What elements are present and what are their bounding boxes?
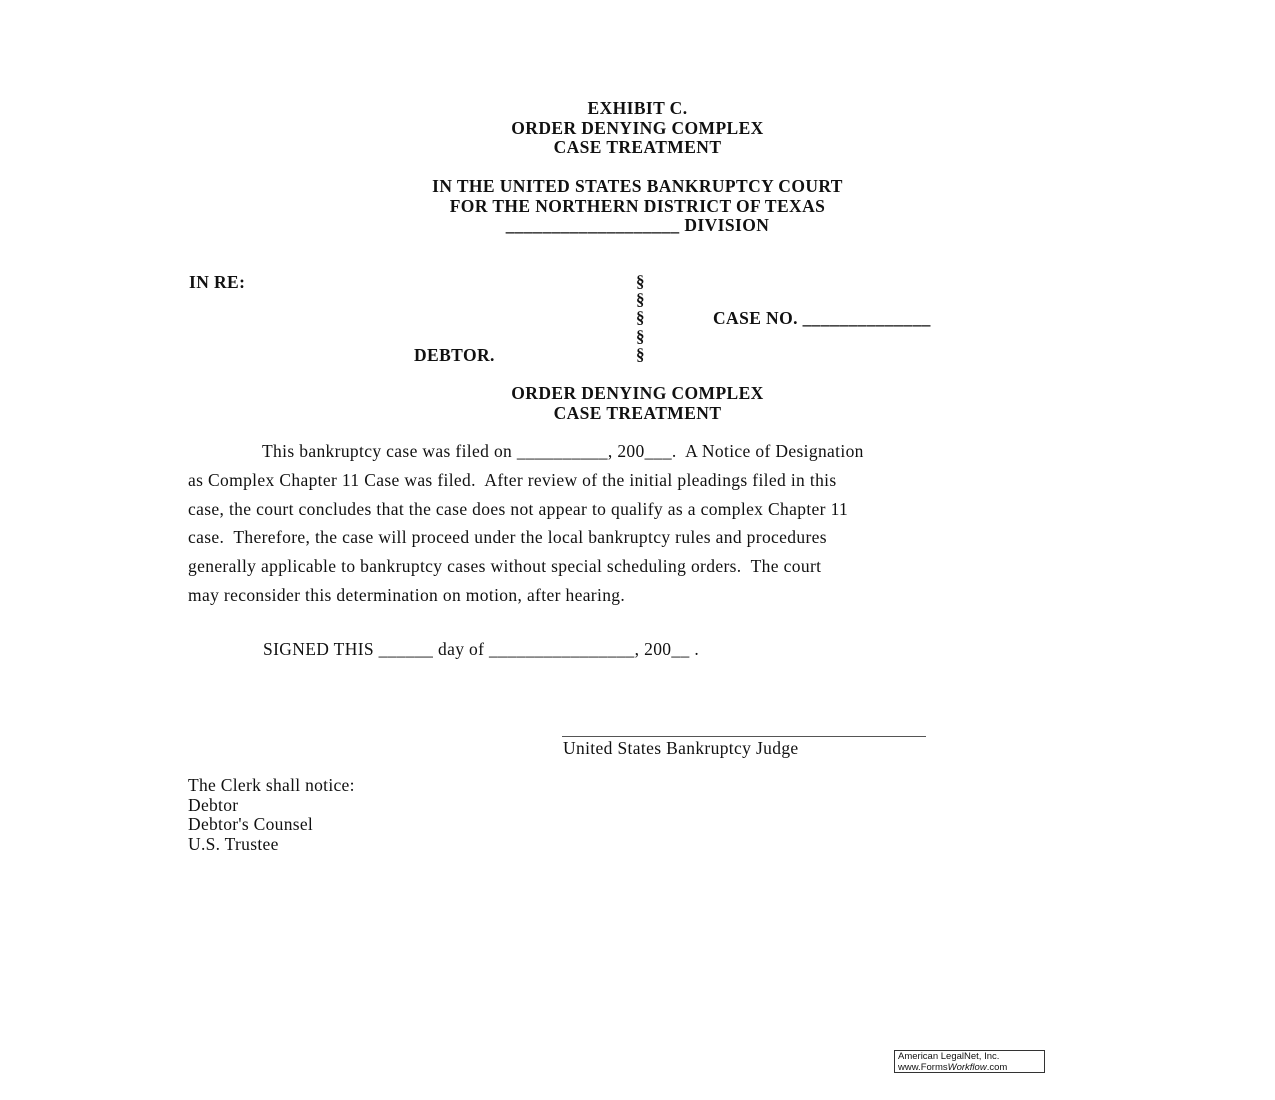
section-mark: § [636,326,645,346]
exhibit-heading [0,99,1275,158]
clerk-notice-item: U.S. Trustee [188,833,279,854]
publisher-url-suffix: .com [986,1061,1008,1073]
court-line-3: ___________________ DIVISION [505,215,770,235]
clerk-notice-heading: The Clerk shall notice: [188,775,355,795]
section-mark: § [636,272,645,291]
publisher-url [898,1063,1041,1074]
signed-date-line: SIGNED THIS ______ day of ________________, 200__ . [263,639,700,659]
section-mark: § [636,290,645,310]
body-line: This bankruptcy case was filed on __________, 200___. A Notice of Designation [262,441,864,461]
section-mark: § [636,308,645,328]
body-line: case, the court concludes that the case does not appear to qualify as a complex Chapter 11 [188,498,849,519]
order-title-line-2: CASE TREATMENT [553,402,722,423]
case-number-field: CASE NO. ______________ [713,308,931,328]
court-heading [0,177,1275,236]
signature-line [562,736,926,737]
signature-label: United States Bankruptcy Judge [563,738,799,758]
publisher-name: American LegalNet, Inc. [898,1051,1000,1062]
order-title [0,384,1275,423]
publisher-url-prefix: www.Forms [898,1061,948,1073]
clerk-notice-list [188,776,355,854]
section-marks-column [636,273,645,364]
court-line-1: IN THE UNITED STATES BANKRUPTCY COURT [432,176,843,196]
body-line: as Complex Chapter 11 Case was filed. After review of the initial pleadings filed in this [188,469,837,490]
section-mark: § [636,344,645,364]
in-re-label: IN RE: [189,272,246,292]
order-body-paragraph [188,437,1094,610]
order-title-line-1: ORDER DENYING COMPLEX [511,383,764,403]
exhibit-line-2: ORDER DENYING COMPLEX [511,117,764,138]
publisher-url-italic: Workflow [947,1061,987,1073]
debtor-label: DEBTOR. [414,345,495,365]
court-line-2: FOR THE NORTHERN DISTRICT OF TEXAS [449,195,826,216]
exhibit-line-3: CASE TREATMENT [553,137,722,157]
clerk-notice-item: Debtor's Counsel [188,814,314,834]
body-line: may reconsider this determination on motion, after hearing. [188,584,626,605]
body-line: generally applicable to bankruptcy cases without special scheduling orders. The court [188,556,822,577]
clerk-notice-item: Debtor [188,794,239,815]
exhibit-line-1: EXHIBIT C. [587,98,688,118]
publisher-stamp [894,1050,1045,1073]
body-line: case. Therefore, the case will proceed under the local bankruptcy rules and procedures [188,527,827,548]
